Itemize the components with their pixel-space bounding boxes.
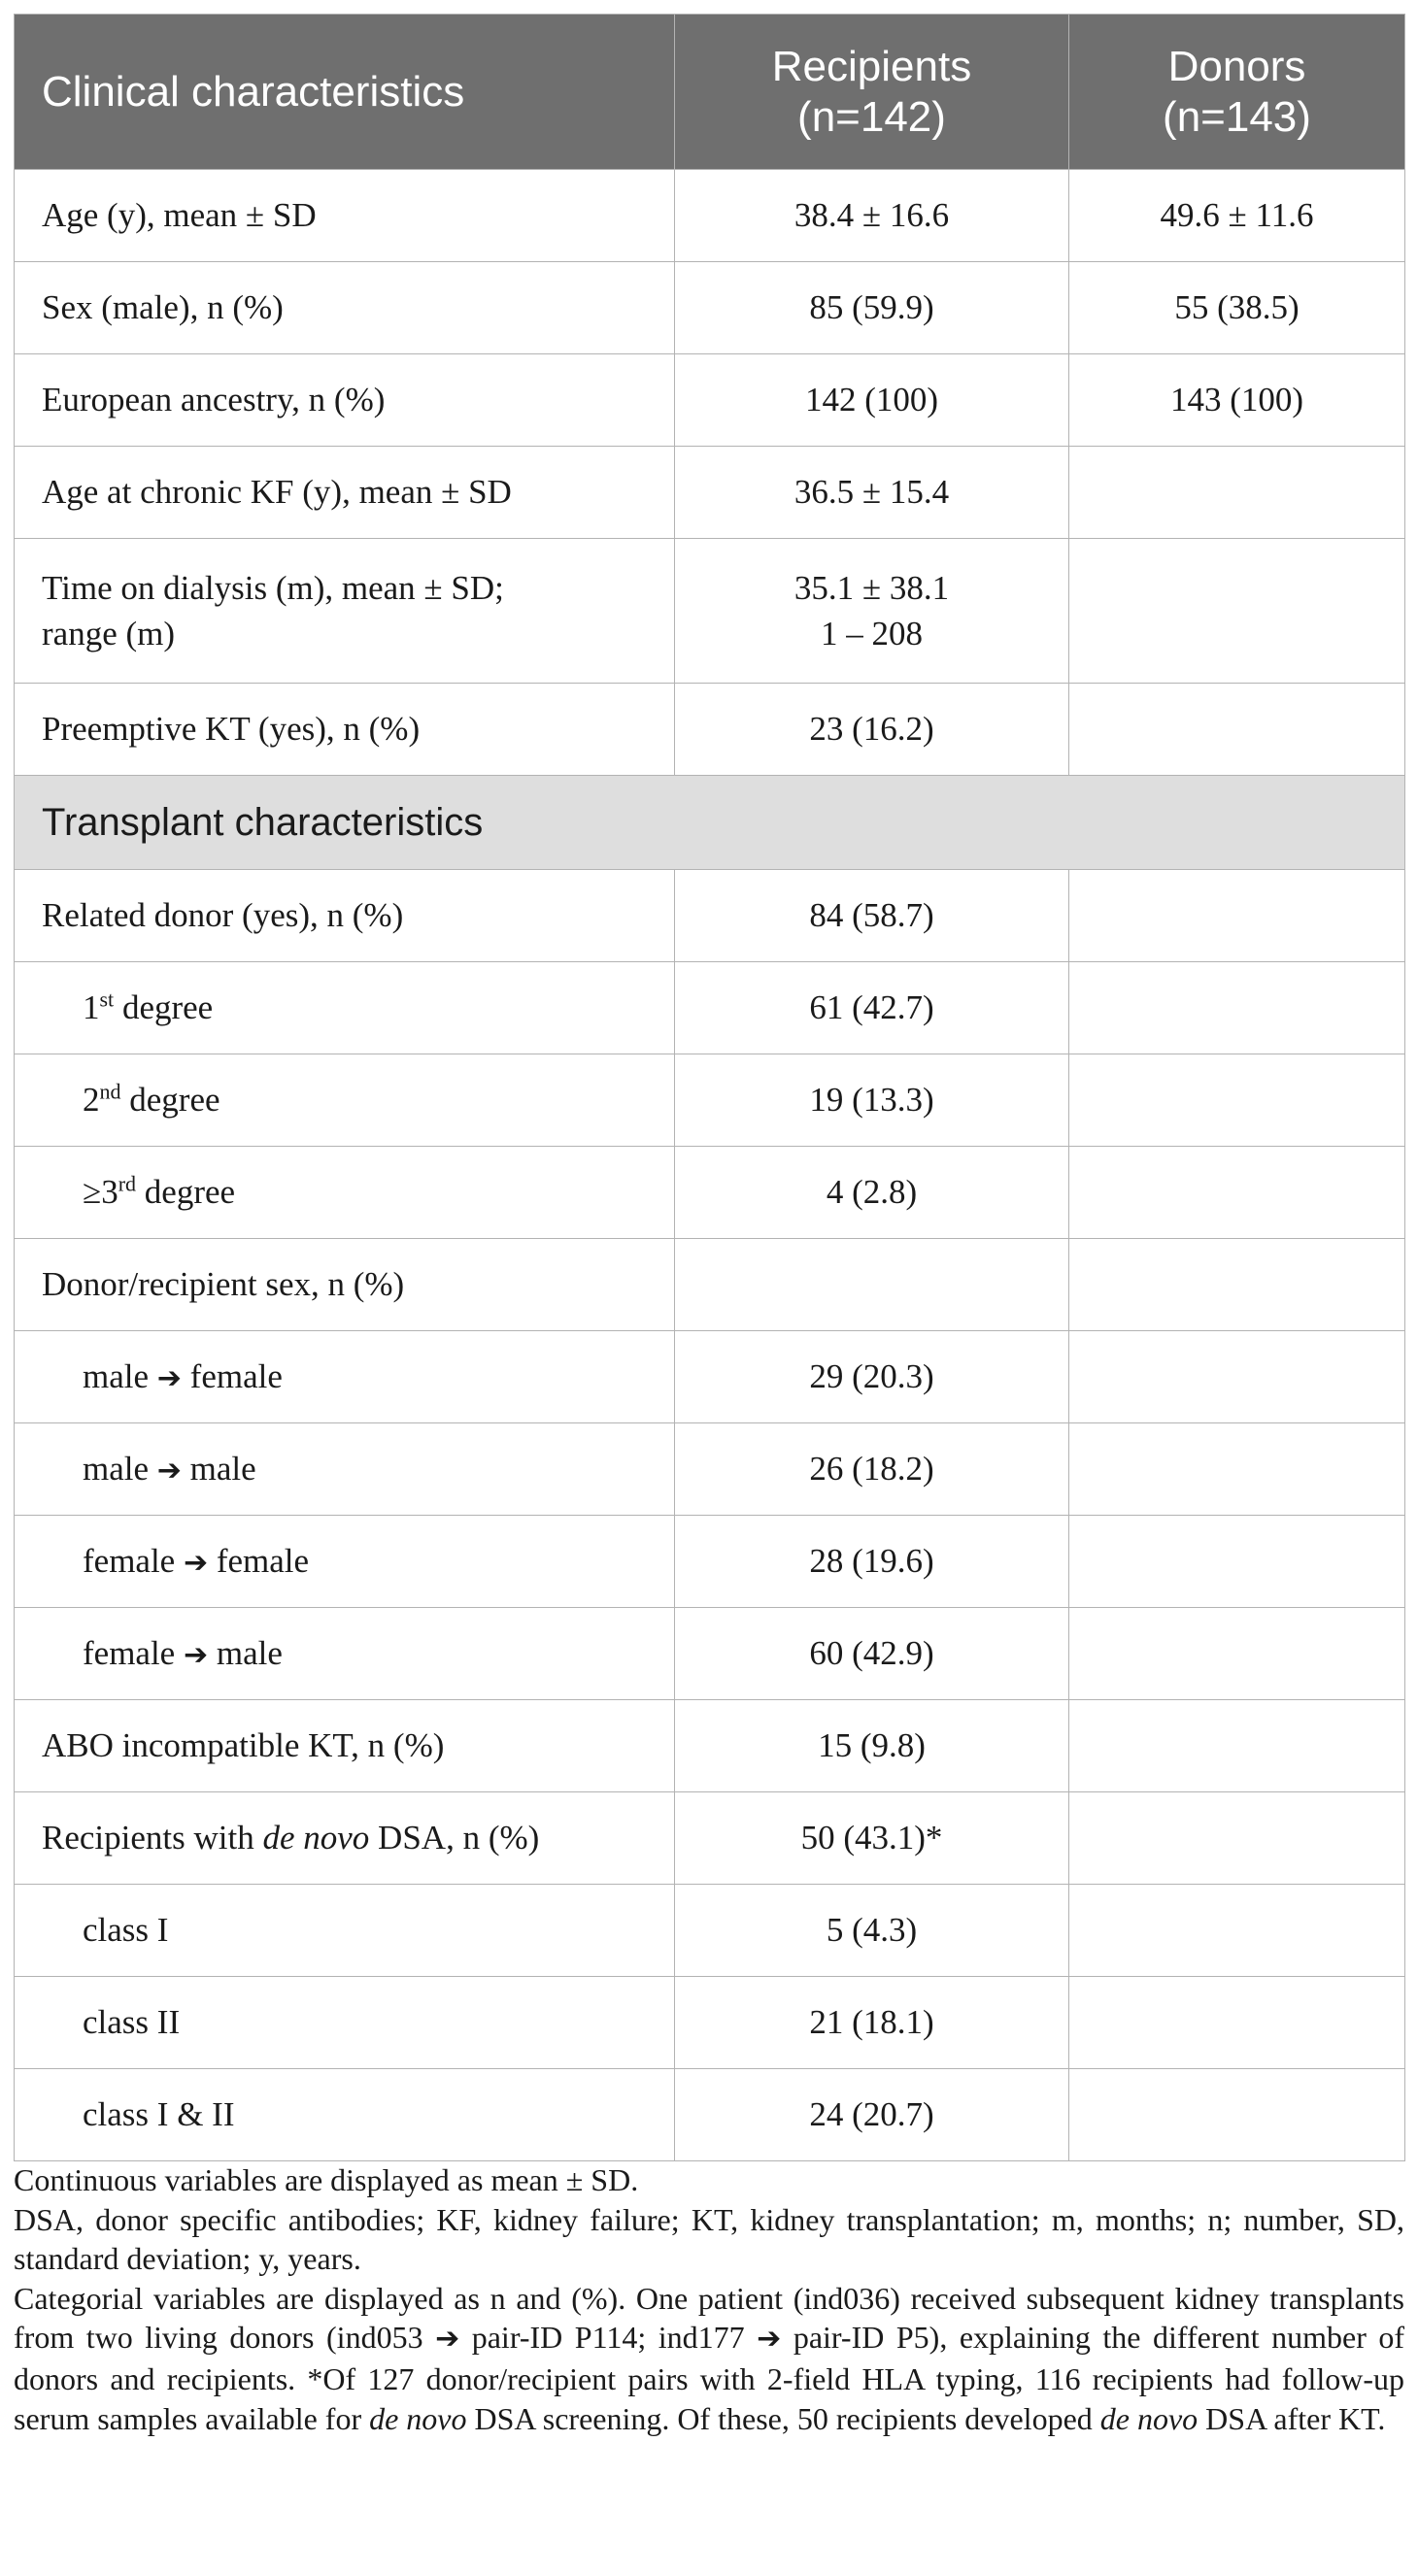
row-label: Donor/recipient sex, n (%) [15, 1239, 675, 1331]
table-row [15, 1608, 1405, 1700]
header-clinical-characteristics: Clinical characteristics [15, 15, 675, 170]
row-label-line: Time on dialysis (m), mean ± SD; [42, 569, 504, 607]
arrow-right-icon: ➔ [183, 1546, 209, 1580]
table-row [15, 1331, 1405, 1423]
donors-value [1069, 1147, 1405, 1239]
row-label: Preemptive KT (yes), n (%) [15, 684, 675, 776]
arrow-right-icon: ➔ [156, 1454, 182, 1488]
sex-to: male [216, 1634, 283, 1672]
header-donors-count: (n=143) [1163, 92, 1311, 141]
row-label-line: range (m) [42, 615, 176, 652]
footnote-text: pair-ID P114; ind177 [459, 2320, 758, 2356]
row-label [15, 539, 675, 684]
row-label [15, 1608, 675, 1700]
row-label [15, 1147, 675, 1239]
footnote-emphasis: de novo [1099, 2400, 1199, 2436]
recipients-value: 85 (59.9) [675, 262, 1069, 354]
recipients-value: 21 (18.1) [675, 1977, 1069, 2069]
section-header-row [15, 776, 1405, 870]
characteristics-table [14, 14, 1405, 2161]
recipients-value: 50 (43.1)* [675, 1792, 1069, 1885]
recipients-value: 19 (13.3) [675, 1054, 1069, 1147]
footnote-continuous: Continuous variables are displayed as mean ± SD. [14, 2162, 639, 2197]
table-row [15, 962, 1405, 1054]
donors-value [1069, 870, 1405, 962]
recipients-value: 15 (9.8) [675, 1700, 1069, 1792]
table-header [15, 15, 1405, 170]
arrow-right-icon: ➔ [183, 1638, 209, 1672]
footnote-text: DSA screening. Of these, 50 recipients developed [466, 2400, 1100, 2436]
recipients-value: 24 (20.7) [675, 2069, 1069, 2161]
sex-from: male [83, 1450, 150, 1488]
degree-word: degree [114, 988, 214, 1026]
header-donors [1069, 15, 1405, 170]
degree-suffix: rd [118, 1171, 137, 1196]
sex-from: female [83, 1542, 176, 1580]
row-label [15, 962, 675, 1054]
row-label [15, 1516, 675, 1608]
donors-value [1069, 1239, 1405, 1331]
sex-from: female [83, 1634, 176, 1672]
footnote-text: pair-ID P5), explaining the different number of donors and recipients. *Of 127 donor/recipient pairs with 2-field HLA typing, 116 recipients had follow-up serum samples available for [14, 2320, 1405, 2436]
degree-suffix: st [99, 987, 115, 1012]
table-row [15, 1700, 1405, 1792]
recipients-value-line: 1 – 208 [821, 615, 923, 652]
recipients-value: 4 (2.8) [675, 1147, 1069, 1239]
degree-suffix: nd [99, 1079, 121, 1104]
table-row [15, 1792, 1405, 1885]
header-recipients [675, 15, 1069, 170]
row-label: class II [15, 1977, 675, 2069]
table-row [15, 447, 1405, 539]
table-footnotes [14, 2160, 1404, 2438]
donors-value [1069, 2069, 1405, 2161]
row-label: European ancestry, n (%) [15, 354, 675, 447]
row-label [15, 1054, 675, 1147]
footnote-emphasis: de novo [369, 2400, 467, 2436]
table-row [15, 1885, 1405, 1977]
table-row [15, 1054, 1405, 1147]
donors-value [1069, 1977, 1405, 2069]
table-body [15, 170, 1405, 2161]
row-label [15, 1423, 675, 1516]
recipients-value: 26 (18.2) [675, 1423, 1069, 1516]
donors-value [1069, 447, 1405, 539]
donors-value [1069, 1885, 1405, 1977]
table-row [15, 1147, 1405, 1239]
donors-value [1069, 684, 1405, 776]
recipients-value-line: 35.1 ± 38.1 [793, 569, 950, 607]
recipients-value [675, 539, 1069, 684]
row-label: ABO incompatible KT, n (%) [15, 1700, 675, 1792]
footnote-text: DSA after KT. [1198, 2400, 1386, 2436]
label-text: Recipients with [42, 1819, 263, 1857]
degree-number: 1 [83, 988, 100, 1026]
footnote-text: Categorial variables are displayed as n and (%). One patient (ind036) received subsequent kidney transplants from two living donors (ind053 [14, 2280, 1404, 2356]
row-label [15, 1792, 675, 1885]
donors-value [1069, 1608, 1405, 1700]
row-label: Sex (male), n (%) [15, 262, 675, 354]
table-row [15, 684, 1405, 776]
table-row [15, 262, 1405, 354]
sex-to: male [189, 1450, 256, 1488]
sex-to: female [216, 1542, 310, 1580]
table-row [15, 1423, 1405, 1516]
table-row [15, 354, 1405, 447]
degree-word: degree [120, 1081, 220, 1119]
recipients-value: 28 (19.6) [675, 1516, 1069, 1608]
degree-number: ≥3 [83, 1173, 118, 1211]
donors-value: 55 (38.5) [1069, 262, 1405, 354]
donors-value [1069, 1423, 1405, 1516]
donors-value [1069, 1331, 1405, 1423]
arrow-right-icon: ➔ [757, 2322, 782, 2357]
recipients-value: 29 (20.3) [675, 1331, 1069, 1423]
recipients-value: 84 (58.7) [675, 870, 1069, 962]
row-label [15, 1331, 675, 1423]
recipients-value [675, 1239, 1069, 1331]
row-label: Age (y), mean ± SD [15, 170, 675, 262]
donors-value: 143 (100) [1069, 354, 1405, 447]
label-emphasis: de novo [262, 1819, 370, 1857]
table-row [15, 1977, 1405, 2069]
degree-number: 2 [83, 1081, 100, 1119]
table-row [15, 170, 1405, 262]
header-recipients-count: (n=142) [797, 92, 946, 141]
row-label: class I & II [15, 2069, 675, 2161]
table-row [15, 1516, 1405, 1608]
degree-word: degree [136, 1173, 236, 1211]
sex-to: female [189, 1357, 283, 1395]
footnote-abbreviations: DSA, donor specific antibodies; KF, kidney failure; KT, kidney transplantation; m, months; n; number, SD, standard deviation; y, years. [14, 2201, 1404, 2277]
recipients-value: 61 (42.7) [675, 962, 1069, 1054]
recipients-value: 60 (42.9) [675, 1608, 1069, 1700]
donors-value [1069, 539, 1405, 684]
row-label: class I [15, 1885, 675, 1977]
header-recipients-title: Recipients [771, 42, 972, 90]
donors-value [1069, 1792, 1405, 1885]
label-text: DSA, n (%) [369, 1819, 540, 1857]
donors-value [1069, 1054, 1405, 1147]
row-label: Age at chronic KF (y), mean ± SD [15, 447, 675, 539]
recipients-value: 38.4 ± 16.6 [675, 170, 1069, 262]
donors-value [1069, 1516, 1405, 1608]
header-donors-title: Donors [1167, 42, 1306, 90]
section-title: Transplant characteristics [15, 776, 1405, 870]
table-row [15, 2069, 1405, 2161]
recipients-value: 36.5 ± 15.4 [675, 447, 1069, 539]
sex-from: male [83, 1357, 150, 1395]
recipients-value: 23 (16.2) [675, 684, 1069, 776]
arrow-right-icon: ➔ [435, 2322, 460, 2357]
donors-value: 49.6 ± 11.6 [1069, 170, 1405, 262]
footnote-categorical [14, 2279, 1404, 2438]
recipients-value: 5 (4.3) [675, 1885, 1069, 1977]
row-label: Related donor (yes), n (%) [15, 870, 675, 962]
recipients-value: 142 (100) [675, 354, 1069, 447]
table-row [15, 539, 1405, 684]
arrow-right-icon: ➔ [156, 1361, 182, 1395]
donors-value [1069, 1700, 1405, 1792]
donors-value [1069, 962, 1405, 1054]
table-row [15, 870, 1405, 962]
table-row [15, 1239, 1405, 1331]
